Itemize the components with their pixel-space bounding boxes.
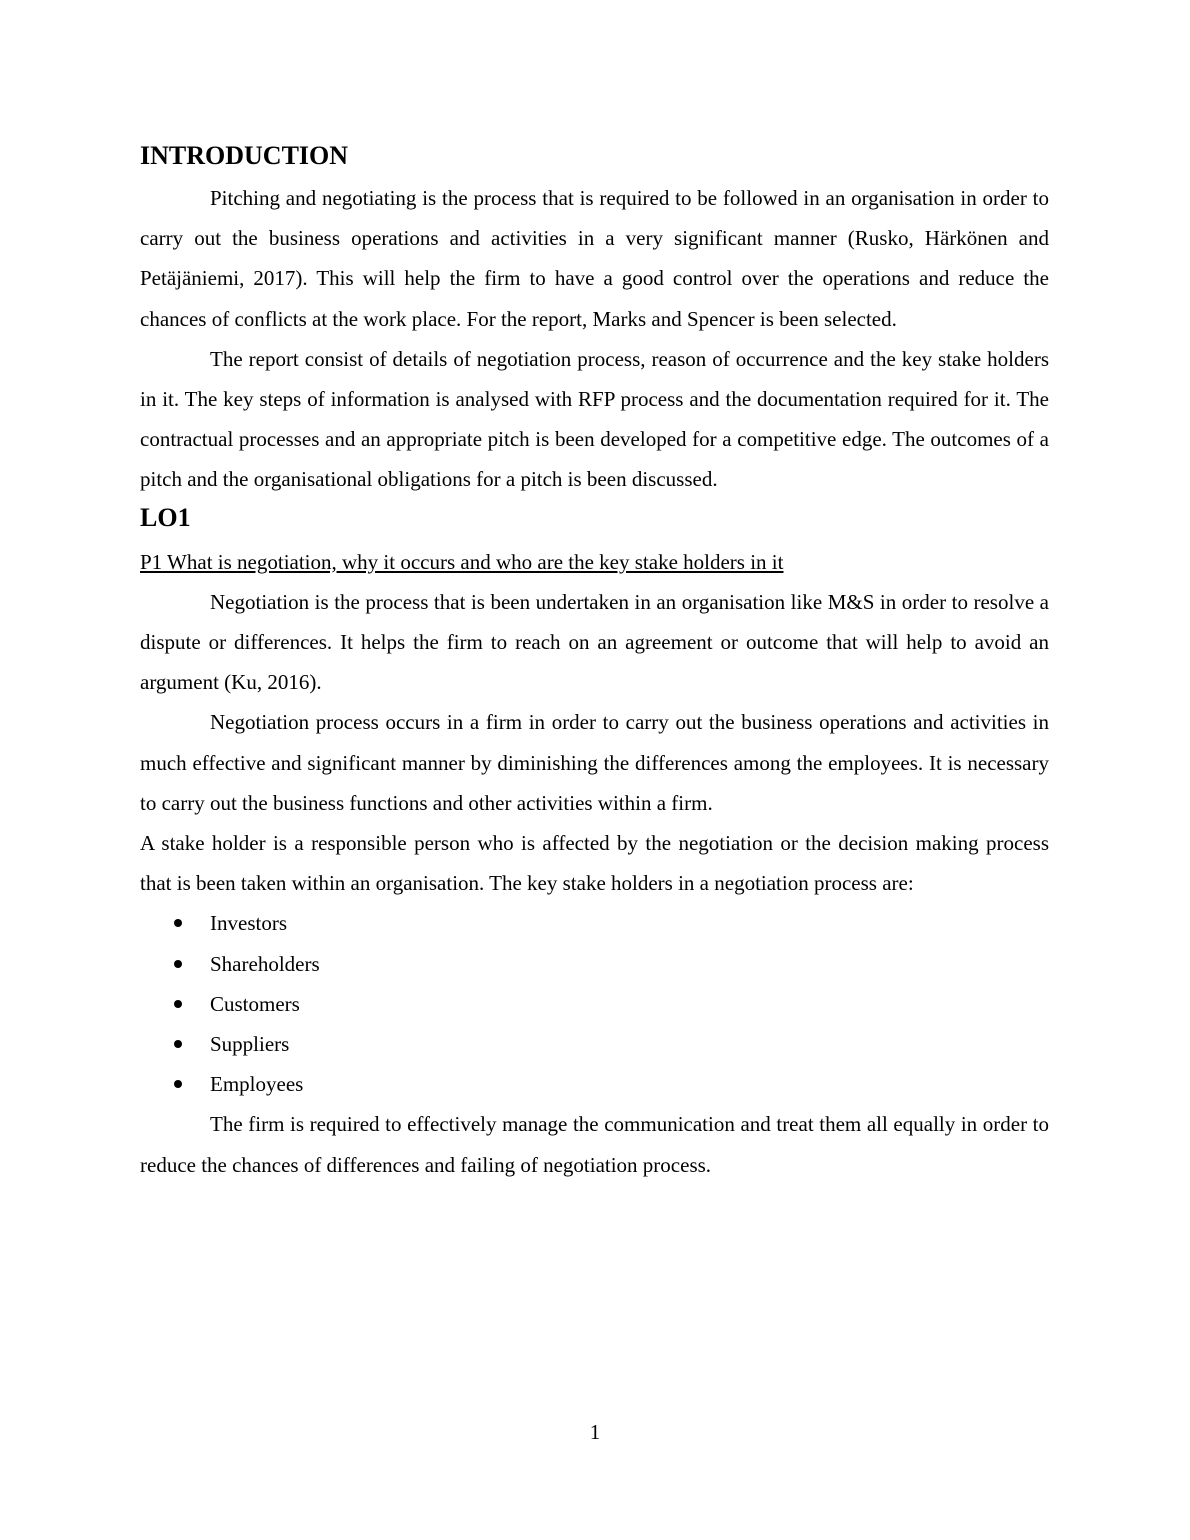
list-item [140,1024,1049,1064]
p1-paragraph-2: Negotiation process occurs in a firm in order to carry out the business operations and activities in much effective and significant manner by diminishing the differences among the employees. It is necessary to carry out the business functions and other activities within a firm. [140,710,1049,815]
page-number: 1 [589,1420,601,1444]
list-item [140,1064,1049,1104]
list-item-label: Customers [210,991,300,1016]
bullet-icon [174,919,182,927]
stakeholder-list [140,903,1049,1104]
bullet-icon [174,1080,182,1088]
list-item [140,984,1049,1024]
list-item-label: Shareholders [210,951,320,976]
list-item-label: Investors [210,911,287,936]
list-item [140,944,1049,984]
bullet-icon [174,1000,182,1008]
bullet-icon [174,1040,182,1048]
stakeholder-intro-paragraph: A stake holder is a responsible person who is affected by the negotiation or the decision making process that is been taken within an organisation. The key stake holders in a negotiation process are: [140,831,1049,896]
intro-paragraph-1: Pitching and negotiating is the process that is required to be followed in an organisation in order to carry out the business operations and activities in a very significant manner (Rusko, Härkönen and Petäjäniemi, 2017). This will help the firm to have a good control over the operations and reduce the chances of conflicts at the work place. For the report, Marks and Spencer is been selected. [140,186,1049,331]
lo1-heading: LO1 [140,502,191,532]
p1-paragraph-1: Negotiation is the process that is been undertaken in an organisation like M&S in order to resolve a dispute or differences. It helps the firm to reach on an agreement or outcome that will help to avoid an argument (Ku, 2016). [140,589,1049,695]
list-item-label: Suppliers [210,1032,290,1057]
list-item [140,903,1049,943]
intro-paragraph-2: The report consist of details of negotiation process, reason of occurrence and the key stake holders in it. The key steps of information is analysed with RFP process and the documentation required for it. The contractual processes and an appropriate pitch is been developed for a competitive edge. The outcomes of a pitch and the organisational obligations for a pitch is been discussed. [140,346,1049,492]
p1-subheading: P1 What is negotiation, why it occurs and who are the key stake holders in it [140,549,784,574]
bullet-icon [174,960,182,968]
list-item-label: Employees [210,1072,304,1097]
introduction-heading: INTRODUCTION [140,141,349,170]
closing-paragraph: The firm is required to effectively manage the communication and treat them all equally in order to reduce the chances of differences and failing of negotiation process. [140,1112,1049,1177]
document-page [140,138,1049,1185]
